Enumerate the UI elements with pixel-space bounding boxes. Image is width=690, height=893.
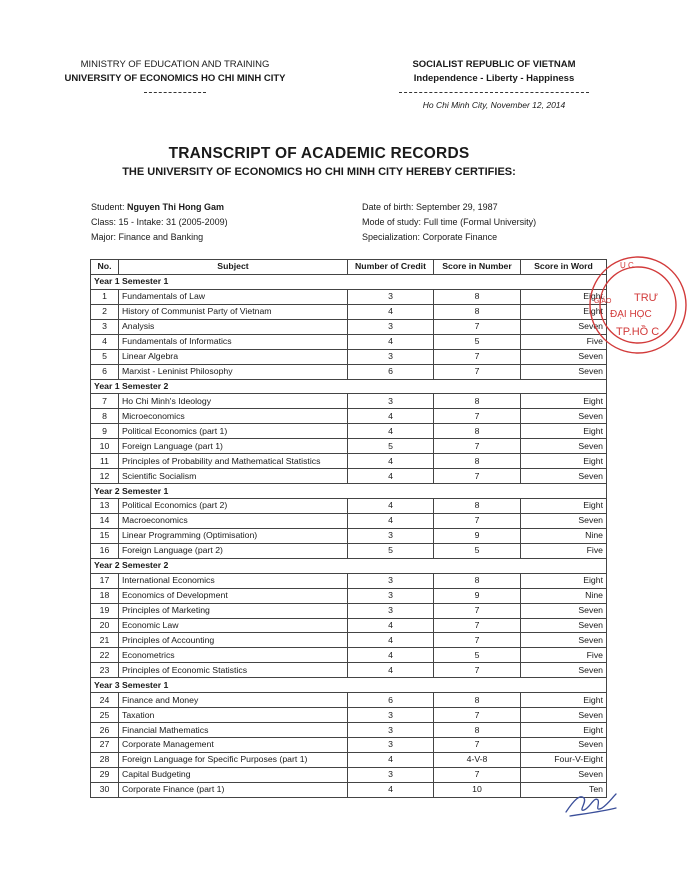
credit-value: 3 — [348, 738, 434, 753]
row-number: 9 — [91, 424, 119, 439]
subject-name: Principles of Marketing — [119, 603, 348, 618]
seal-text-1: TRƯ — [634, 292, 659, 304]
score-word: Seven — [521, 364, 607, 379]
credit-value: 4 — [348, 424, 434, 439]
subject-name: Finance and Money — [119, 693, 348, 708]
credit-value: 6 — [348, 364, 434, 379]
semester-row — [91, 558, 607, 573]
table-row — [91, 304, 607, 319]
specialization-value: Corporate Finance — [422, 232, 498, 242]
student-name-line — [91, 200, 228, 215]
seal-text-3: TP.HỒ C — [616, 326, 660, 338]
major-label: Major: — [91, 232, 117, 242]
score-word: Eight — [521, 723, 607, 738]
dob-label: Date of birth: — [362, 202, 414, 212]
subject-name: Principles of Probability and Mathematical Statistics — [119, 454, 348, 469]
table-row — [91, 618, 607, 633]
score-number: 8 — [434, 454, 521, 469]
major-line — [91, 230, 228, 245]
subject-name: Principles of Accounting — [119, 633, 348, 648]
score-word: Seven — [521, 603, 607, 618]
row-number: 10 — [91, 439, 119, 454]
table-row — [91, 738, 607, 753]
subject-name: Political Economics (part 2) — [119, 499, 348, 514]
table-row — [91, 454, 607, 469]
header-left — [40, 58, 310, 93]
row-number: 23 — [91, 663, 119, 678]
score-word: Eight — [521, 394, 607, 409]
credit-value: 4 — [348, 499, 434, 514]
semester-label: Year 2 Semester 2 — [91, 558, 607, 573]
score-number: 8 — [434, 304, 521, 319]
score-number: 8 — [434, 573, 521, 588]
score-word: Eight — [521, 304, 607, 319]
credit-value: 4 — [348, 648, 434, 663]
row-number: 22 — [91, 648, 119, 663]
subject-name: Economics of Development — [119, 588, 348, 603]
score-number: 7 — [434, 364, 521, 379]
score-word: Five — [521, 334, 607, 349]
score-number: 8 — [434, 394, 521, 409]
semester-label: Year 2 Semester 1 — [91, 484, 607, 499]
score-number: 7 — [434, 439, 521, 454]
row-number: 28 — [91, 752, 119, 767]
table-row — [91, 708, 607, 723]
table-row — [91, 767, 607, 782]
score-word: Seven — [521, 469, 607, 484]
subject-name: Capital Budgeting — [119, 767, 348, 782]
table-row — [91, 588, 607, 603]
score-number: 7 — [434, 319, 521, 334]
document-title: TRANSCRIPT OF ACADEMIC RECORDS — [168, 145, 470, 162]
row-number: 17 — [91, 573, 119, 588]
row-number: 20 — [91, 618, 119, 633]
credit-value: 4 — [348, 752, 434, 767]
score-number: 7 — [434, 767, 521, 782]
subject-name: Macroeconomics — [119, 513, 348, 528]
row-number: 3 — [91, 319, 119, 334]
table-row — [91, 439, 607, 454]
score-word: Seven — [521, 349, 607, 364]
score-number: 7 — [434, 513, 521, 528]
student-name: Nguyen Thi Hong Gam — [127, 202, 225, 212]
table-row — [91, 409, 607, 424]
row-number: 14 — [91, 513, 119, 528]
row-number: 21 — [91, 633, 119, 648]
subject-name: History of Communist Party of Vietnam — [119, 304, 348, 319]
score-number: 10 — [434, 782, 521, 797]
score-word: Seven — [521, 708, 607, 723]
score-word: Eight — [521, 573, 607, 588]
score-number: 7 — [434, 409, 521, 424]
subject-name: Linear Algebra — [119, 349, 348, 364]
row-number: 15 — [91, 528, 119, 543]
credit-value: 3 — [348, 708, 434, 723]
score-word: Seven — [521, 513, 607, 528]
credit-value: 4 — [348, 633, 434, 648]
credit-value: 3 — [348, 603, 434, 618]
subject-name: Linear Programming (Optimisation) — [119, 528, 348, 543]
subject-name: Microeconomics — [119, 409, 348, 424]
header-score-number: Score in Number — [434, 260, 521, 275]
score-word: Seven — [521, 319, 607, 334]
score-number: 7 — [434, 618, 521, 633]
credit-value: 4 — [348, 334, 434, 349]
country-name: SOCIALIST REPUBLIC OF VIETNAM — [412, 59, 576, 70]
credit-value: 3 — [348, 723, 434, 738]
class-line — [91, 215, 228, 230]
university-name: UNIVERSITY OF ECONOMICS HO CHI MINH CITY — [64, 73, 286, 84]
table-row — [91, 752, 607, 767]
semester-row — [91, 379, 607, 394]
dob-line — [362, 200, 536, 215]
score-word: Nine — [521, 528, 607, 543]
score-number: 8 — [434, 723, 521, 738]
seal-text-side: GIÁO — [594, 298, 612, 305]
score-number: 9 — [434, 588, 521, 603]
subject-name: Scientific Socialism — [119, 469, 348, 484]
issue-date: Ho Chi Minh City, November 12, 2014 — [422, 100, 566, 110]
table-row — [91, 289, 607, 304]
subject-name: Fundamentals of Informatics — [119, 334, 348, 349]
table-row — [91, 499, 607, 514]
score-number: 7 — [434, 663, 521, 678]
table-row — [91, 349, 607, 364]
credit-value: 4 — [348, 782, 434, 797]
table-row — [91, 364, 607, 379]
credit-value: 4 — [348, 304, 434, 319]
header-subject: Subject — [119, 260, 348, 275]
header-score-word: Score in Word — [521, 260, 607, 275]
score-number: 7 — [434, 738, 521, 753]
seal-text-top: Ụ C — [620, 261, 634, 270]
score-number: 7 — [434, 633, 521, 648]
credit-value: 5 — [348, 543, 434, 558]
subject-name: Foreign Language (part 1) — [119, 439, 348, 454]
credit-value: 3 — [348, 349, 434, 364]
score-number: 8 — [434, 424, 521, 439]
credit-value: 6 — [348, 693, 434, 708]
row-number: 30 — [91, 782, 119, 797]
row-number: 6 — [91, 364, 119, 379]
credit-value: 4 — [348, 469, 434, 484]
score-word: Seven — [521, 663, 607, 678]
score-word: Seven — [521, 738, 607, 753]
row-number: 4 — [91, 334, 119, 349]
credit-value: 3 — [348, 588, 434, 603]
credit-value: 3 — [348, 319, 434, 334]
row-number: 1 — [91, 289, 119, 304]
table-row — [91, 528, 607, 543]
score-word: Eight — [521, 499, 607, 514]
table-body — [91, 274, 607, 797]
mode-label: Mode of study: — [362, 217, 422, 227]
subject-name: International Economics — [119, 573, 348, 588]
subject-name: Corporate Finance (part 1) — [119, 782, 348, 797]
score-number: 8 — [434, 693, 521, 708]
row-number: 24 — [91, 693, 119, 708]
score-word: Seven — [521, 633, 607, 648]
score-word: Four-V-Eight — [521, 752, 607, 767]
score-number: 8 — [434, 289, 521, 304]
row-number: 29 — [91, 767, 119, 782]
score-number: 7 — [434, 469, 521, 484]
official-seal — [580, 243, 690, 373]
score-number: 7 — [434, 349, 521, 364]
subject-name: Econometrics — [119, 648, 348, 663]
mode-value: Full time (Formal University) — [423, 217, 537, 227]
score-number: 7 — [434, 603, 521, 618]
table-row — [91, 723, 607, 738]
score-word: Five — [521, 648, 607, 663]
row-number: 7 — [91, 394, 119, 409]
semester-row — [91, 484, 607, 499]
subject-name: Economic Law — [119, 618, 348, 633]
score-word: Nine — [521, 588, 607, 603]
credit-value: 4 — [348, 454, 434, 469]
table-header-row — [91, 260, 607, 275]
subject-name: Fundamentals of Law — [119, 289, 348, 304]
credit-value: 3 — [348, 289, 434, 304]
credit-value: 4 — [348, 618, 434, 633]
subject-name: Analysis — [119, 319, 348, 334]
student-info-left — [91, 200, 228, 245]
score-word: Eight — [521, 693, 607, 708]
semester-label: Year 3 Semester 1 — [91, 678, 607, 693]
table-row — [91, 319, 607, 334]
score-word: Seven — [521, 439, 607, 454]
row-number: 8 — [91, 409, 119, 424]
credit-value: 3 — [348, 528, 434, 543]
semester-label: Year 1 Semester 2 — [91, 379, 607, 394]
score-word: Seven — [521, 618, 607, 633]
table-row — [91, 334, 607, 349]
table-row — [91, 693, 607, 708]
row-number: 25 — [91, 708, 119, 723]
subject-name: Marxist - Leninist Philosophy — [119, 364, 348, 379]
score-number: 5 — [434, 648, 521, 663]
score-word: Eight — [521, 424, 607, 439]
document-subtitle: THE UNIVERSITY OF ECONOMICS HO CHI MINH CITY HEREBY CERTIFIES: — [122, 166, 516, 178]
header-credit: Number of Credit — [348, 260, 434, 275]
subject-name: Corporate Management — [119, 738, 348, 753]
dob-value: September 29, 1987 — [416, 202, 498, 212]
header-right-divider — [399, 88, 589, 93]
score-word: Seven — [521, 767, 607, 782]
score-number: 8 — [434, 499, 521, 514]
row-number: 27 — [91, 738, 119, 753]
credit-value: 4 — [348, 663, 434, 678]
subject-name: Principles of Economic Statistics — [119, 663, 348, 678]
signature-mark — [560, 782, 620, 822]
ministry-name: MINISTRY OF EDUCATION AND TRAINING — [80, 59, 270, 70]
table-row — [91, 573, 607, 588]
score-number: 7 — [434, 708, 521, 723]
class-value: 15 - Intake: 31 (2005-2009) — [118, 217, 228, 227]
score-word: Five — [521, 543, 607, 558]
credit-value: 4 — [348, 513, 434, 528]
row-number: 5 — [91, 349, 119, 364]
table-row — [91, 633, 607, 648]
table-row — [91, 648, 607, 663]
national-motto: Independence - Liberty - Happiness — [413, 73, 575, 84]
score-word: Ten — [521, 782, 607, 797]
score-number: 5 — [434, 543, 521, 558]
score-word: Eight — [521, 289, 607, 304]
score-number: 5 — [434, 334, 521, 349]
table-row — [91, 543, 607, 558]
semester-label: Year 1 Semester 1 — [91, 274, 607, 289]
specialization-label: Specialization: — [362, 232, 421, 242]
header-right — [394, 58, 594, 112]
semester-row — [91, 678, 607, 693]
table-row — [91, 394, 607, 409]
semester-row — [91, 274, 607, 289]
subject-name: Financial Mathematics — [119, 723, 348, 738]
header-no: No. — [91, 260, 119, 275]
table-row — [91, 663, 607, 678]
table-row — [91, 513, 607, 528]
subject-name: Political Economics (part 1) — [119, 424, 348, 439]
row-number: 2 — [91, 304, 119, 319]
major-value: Finance and Banking — [118, 232, 204, 242]
credit-value: 3 — [348, 394, 434, 409]
table-row — [91, 782, 607, 797]
row-number: 18 — [91, 588, 119, 603]
row-number: 19 — [91, 603, 119, 618]
row-number: 12 — [91, 469, 119, 484]
specialization-line — [362, 230, 536, 245]
class-label: Class: — [91, 217, 117, 227]
subject-name: Foreign Language (part 2) — [119, 543, 348, 558]
credit-value: 5 — [348, 439, 434, 454]
subject-name: Ho Chi Minh's Ideology — [119, 394, 348, 409]
table-row — [91, 603, 607, 618]
header-left-divider — [144, 88, 206, 93]
seal-text-2: ĐẠI HỌC — [610, 309, 652, 320]
score-number: 4-V-8 — [434, 752, 521, 767]
credit-value: 4 — [348, 409, 434, 424]
row-number: 26 — [91, 723, 119, 738]
subject-name: Taxation — [119, 708, 348, 723]
row-number: 11 — [91, 454, 119, 469]
student-info-right — [362, 200, 536, 245]
row-number: 13 — [91, 499, 119, 514]
credit-value: 3 — [348, 767, 434, 782]
score-word: Eight — [521, 454, 607, 469]
transcript-table — [90, 259, 607, 798]
table-row — [91, 469, 607, 484]
mode-line — [362, 215, 536, 230]
table-row — [91, 424, 607, 439]
student-label: Student: — [91, 202, 125, 212]
score-number: 9 — [434, 528, 521, 543]
row-number: 16 — [91, 543, 119, 558]
subject-name: Foreign Language for Specific Purposes (part 1) — [119, 752, 348, 767]
score-word: Seven — [521, 409, 607, 424]
credit-value: 3 — [348, 573, 434, 588]
